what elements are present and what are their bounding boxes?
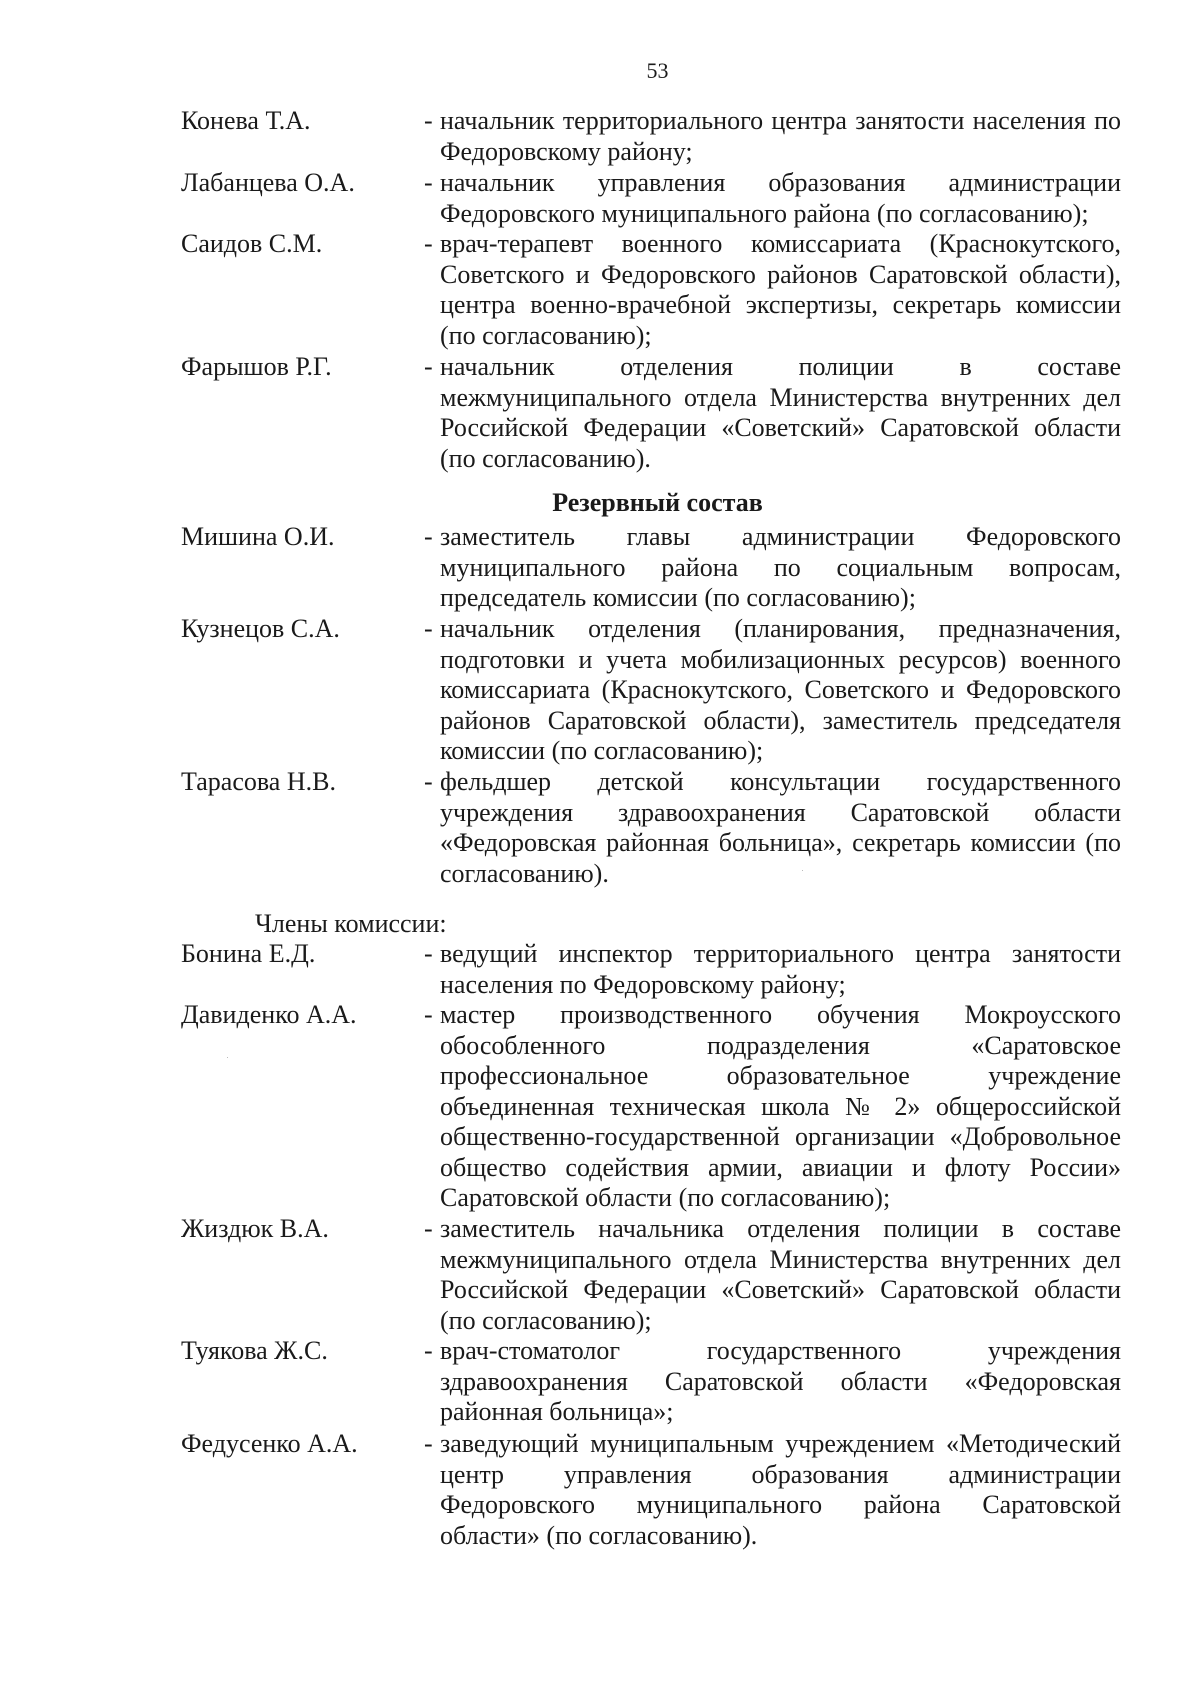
scan-speck (802, 870, 803, 871)
dash: - (424, 1429, 433, 1458)
members-label: Члены комиссии: (255, 909, 447, 938)
person-name: Кузнецов С.А. (181, 614, 340, 643)
person-name: Федусенко А.А. (181, 1429, 358, 1458)
person-position: начальник отделения (планирования, предназначения, подготовки и учета мобилизационных ресурсов) военного комиссариата (Краснокутского, Советского и Федоровского районов Саратовской области), заместитель председателя комиссии (по согласованию); (440, 614, 1121, 765)
list-item (181, 106, 1121, 168)
dash: - (424, 1336, 433, 1365)
reserve-heading: Резервный состав (552, 488, 763, 517)
person-position: мастер производственного обучения Мокроусского обособленного подразделения «Саратовское профессиональное образовательное учреждение объединенная техническая школа № 2» общероссийской общественно-государственной организации «Добровольное общество содействия армии, авиации и флоту России» Саратовской области (по согласованию); (440, 1000, 1121, 1212)
dash: - (424, 939, 433, 968)
dash: - (424, 1214, 433, 1243)
person-name: Саидов С.М. (181, 229, 323, 258)
list-item (181, 1214, 1121, 1336)
dash: - (424, 106, 433, 135)
person-position: заместитель главы администрации Федоровского муниципального района по социальным вопросам, председатель комиссии (по согласованию); (440, 522, 1121, 612)
list-item (181, 352, 1121, 474)
list-item (181, 614, 1121, 767)
person-position: заместитель начальника отделения полиции в составе межмуниципального отдела Министерства внутренних дел Российской Федерации «Советский» Саратовской области (по согласованию); (440, 1214, 1121, 1335)
dash: - (424, 352, 433, 381)
person-position: фельдшер детской консультации государственного учреждения здравоохранения Саратовской области «Федоровская районная больница», секретарь комиссии (по согласованию). (440, 767, 1121, 888)
person-name: Мишина О.И. (181, 522, 335, 551)
person-name: Конева Т.А. (181, 106, 311, 135)
page-number: 53 (646, 58, 669, 83)
person-position: начальник управления образования администрации Федоровского муниципального района (по согласованию); (440, 168, 1121, 228)
list-item (181, 229, 1121, 352)
person-position: врач-стоматолог государственного учреждения здравоохранения Саратовской области «Федоровская районная больница»; (440, 1336, 1121, 1426)
members-list (181, 939, 1121, 1551)
main-composition-list (181, 106, 1121, 474)
scan-speck (227, 1057, 228, 1058)
dash: - (424, 1000, 433, 1029)
list-item (181, 1000, 1121, 1214)
person-name: Лабанцева О.А. (181, 168, 355, 197)
list-item (181, 1429, 1121, 1551)
list-item (181, 1336, 1121, 1429)
person-position: начальник территориального центра занятости населения по Федоровскому району; (440, 106, 1121, 166)
dash: - (424, 767, 433, 796)
list-item (181, 939, 1121, 1000)
person-name: Жиздюк В.А. (181, 1214, 329, 1243)
person-position: ведущий инспектор территориального центра занятости населения по Федоровскому району; (440, 939, 1121, 999)
person-position: заведующий муниципальным учреждением «Методический центр управления образования администрации Федоровского муниципального района Саратовской области» (по согласованию). (440, 1429, 1121, 1550)
dash: - (424, 229, 433, 258)
list-item (181, 168, 1121, 229)
person-name: Бонина Е.Д. (181, 939, 316, 968)
person-name: Фарышов Р.Г. (181, 352, 332, 381)
dash: - (424, 168, 433, 197)
reserve-composition-list (181, 522, 1121, 889)
person-name: Туякова Ж.С. (181, 1336, 328, 1365)
dash: - (424, 614, 433, 643)
person-position: врач-терапевт военного комиссариата (Краснокутского, Советского и Федоровского районов Саратовской области), центра военно-врачебной экспертизы, секретарь комиссии (по согласованию); (440, 229, 1121, 350)
person-name: Тарасова Н.В. (181, 767, 336, 796)
person-position: начальник отделения полиции в составе межмуниципального отдела Министерства внутренних дел Российской Федерации «Советский» Саратовской области (по согласованию). (440, 352, 1121, 473)
person-name: Давиденко А.А. (181, 1000, 357, 1029)
list-item (181, 767, 1121, 889)
list-item (181, 522, 1121, 614)
dash: - (424, 522, 433, 551)
